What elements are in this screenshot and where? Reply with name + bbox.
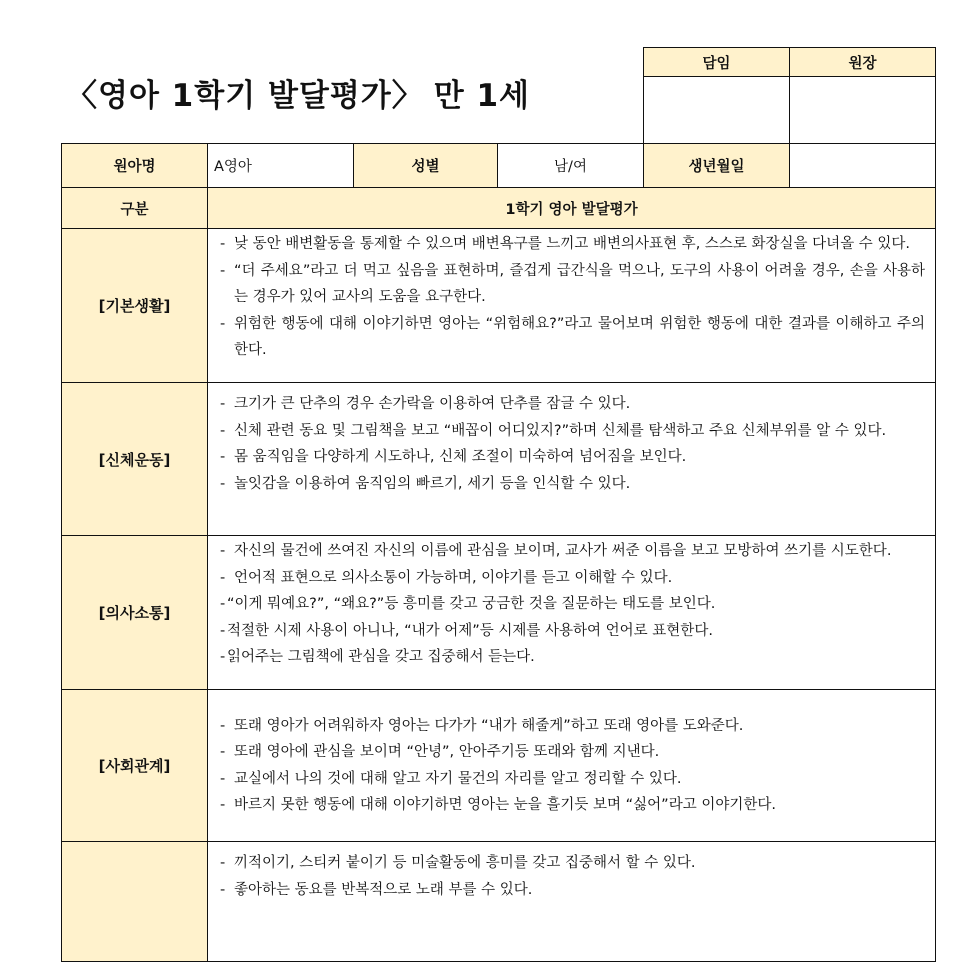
bullet-dash: - (220, 770, 226, 787)
item-text: 적절한 시제 사용이 아니나, “내가 어제”등 시제를 사용하여 언어로 표현한다. (227, 622, 713, 639)
list-item (220, 792, 925, 819)
birth-value[interactable] (790, 144, 936, 188)
item-text: 읽어주는 그림책에 관심을 갖고 집중해서 듣는다. (227, 649, 535, 665)
list-item (220, 850, 925, 877)
birth-label: 생년월일 (644, 144, 790, 188)
bullet-dash: - (220, 649, 226, 665)
section-row-art (62, 842, 936, 962)
content-cell[interactable] (208, 383, 936, 536)
content-cell[interactable] (208, 536, 936, 690)
director-label: 원장 (790, 48, 936, 77)
bullet-dash: - (220, 262, 226, 279)
list-item (220, 713, 925, 740)
item-text: 또래 영아에 관심을 보이며 “안녕”, 안아주기등 또래와 함께 지낸다. (234, 744, 660, 760)
bullet-dash: - (220, 797, 226, 813)
bullet-dash: - (220, 236, 226, 252)
bullet-dash: - (220, 855, 226, 871)
list-item (220, 258, 925, 311)
list-item (220, 766, 925, 793)
item-text: 자신의 물건에 쓰여진 자신의 이름에 관심을 보이며, 교사가 써준 이름을 보고 모방하여 쓰기를 시도한다. (234, 543, 892, 559)
teacher-sign-box[interactable] (644, 77, 790, 144)
header-row (62, 188, 936, 229)
list-item (220, 471, 925, 498)
name-value[interactable]: A영아 (208, 144, 354, 188)
content-cell[interactable] (208, 690, 936, 842)
bullet-dash: - (220, 396, 226, 412)
item-text: 또래 영아가 어려워하자 영아는 다가가 “내가 해줄게”하고 또래 영아를 도와준다. (234, 717, 744, 734)
section-row-social (62, 690, 936, 842)
bullet-dash: - (220, 449, 226, 465)
list-item (220, 391, 925, 418)
item-text: 몸 움직임을 다양하게 시도하나, 신체 조절이 미숙하여 넘어짐을 보인다. (234, 449, 687, 465)
bullet-dash: - (220, 315, 226, 332)
gender-value[interactable]: 남/여 (498, 144, 644, 188)
item-text: 좋아하는 동요를 반복적으로 노래 부를 수 있다. (234, 881, 533, 898)
item-text: 놀잇감을 이용하여 움직임의 빠르기, 세기 등을 인식할 수 있다. (234, 475, 631, 492)
item-text: 교실에서 나의 것에 대해 알고 자기 물건의 자리를 알고 정리할 수 있다. (234, 770, 682, 787)
name-label: 원아명 (62, 144, 208, 188)
bullet-dash: - (220, 543, 226, 559)
item-text: 크기가 큰 단추의 경우 손가락을 이용하여 단추를 잠글 수 있다. (234, 396, 631, 412)
document-title (66, 74, 530, 118)
title-main: 〈영아 1학기 발달평가〉 (66, 78, 424, 114)
approval-table (643, 47, 936, 144)
bullet-dash: - (220, 744, 226, 760)
list-item (220, 418, 925, 445)
bullet-dash: - (220, 622, 226, 639)
list-item (220, 311, 925, 364)
eval-header: 1학기 영아 발달평가 (208, 188, 936, 229)
content-cell[interactable] (208, 229, 936, 383)
bullet-dash: - (220, 475, 226, 492)
list-item (220, 444, 925, 471)
section-row-communication (62, 536, 936, 690)
gender-label: 성별 (354, 144, 498, 188)
item-text: 위험한 행동에 대해 이야기하면 영아는 “위험해요?”라고 물어보며 위험한 행동에 대한 결과를 이해하고 주의한다. (234, 315, 925, 358)
category-cell (62, 842, 208, 962)
director-sign-box[interactable] (790, 77, 936, 144)
bullet-dash: - (220, 422, 226, 439)
bullet-dash: - (220, 596, 226, 612)
bullet-dash: - (220, 569, 226, 586)
category-header: 구분 (62, 188, 208, 229)
category-cell: [의사소통] (62, 536, 208, 690)
list-item (220, 877, 925, 904)
item-text: 바르지 못한 행동에 대해 이야기하면 영아는 눈을 흘기듯 보며 “싫어”라고 이야기한다. (234, 797, 776, 813)
list-item (220, 591, 925, 618)
bullet-dash: - (220, 881, 226, 898)
item-text: 낮 동안 배변활동을 통제할 수 있으며 배변욕구를 느끼고 배변의사표현 후, 스스로 화장실을 다녀올 수 있다. (234, 236, 911, 252)
item-text: “이게 뭐예요?”, “왜요?”등 흥미를 갖고 궁금한 것을 질문하는 태도를 보인다. (227, 596, 716, 612)
list-item (220, 231, 925, 258)
list-item (220, 644, 925, 671)
section-row-basic-life (62, 229, 936, 383)
list-item (220, 618, 925, 645)
category-cell: [사회관계] (62, 690, 208, 842)
title-age: 만 1세 (433, 78, 530, 114)
item-text: 끼적이기, 스티커 붙이기 등 미술활동에 흥미를 갖고 집중해서 할 수 있다. (234, 855, 696, 871)
bullet-dash: - (220, 717, 226, 734)
info-row (62, 144, 936, 188)
teacher-label: 담임 (644, 48, 790, 77)
section-row-physical (62, 383, 936, 536)
category-cell: [기본생활] (62, 229, 208, 383)
item-text: 언어적 표현으로 의사소통이 가능하며, 이야기를 듣고 이해할 수 있다. (234, 569, 673, 586)
list-item (220, 565, 925, 592)
evaluation-table (61, 143, 936, 962)
list-item (220, 739, 925, 766)
item-text: 신체 관련 동요 및 그림책을 보고 “배꼽이 어디있지?”하며 신체를 탐색하고 주요 신체부위를 알 수 있다. (234, 422, 887, 439)
category-cell: [신체운동] (62, 383, 208, 536)
list-item (220, 538, 925, 565)
content-cell[interactable] (208, 842, 936, 962)
item-text: “더 주세요”라고 더 먹고 싶음을 표현하며, 즐겁게 급간식을 먹으나, 도구의 사용이 어려울 경우, 손을 사용하는 경우가 있어 교사의 도움을 요구한다. (234, 262, 925, 305)
